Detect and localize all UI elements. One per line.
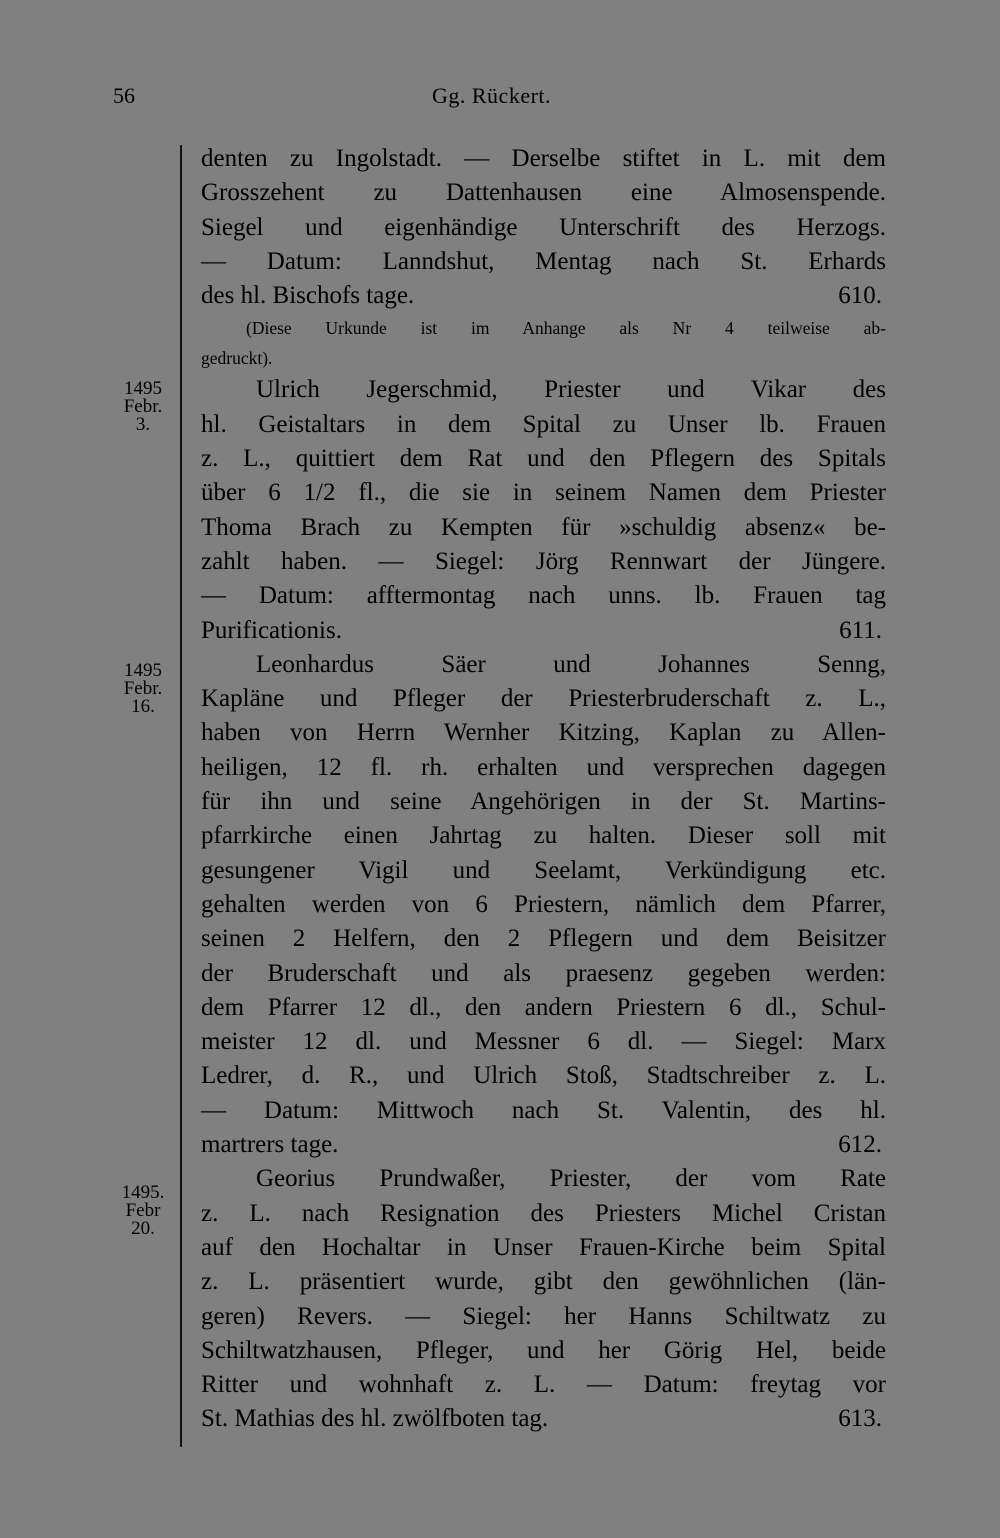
text-line: Ritter und wohnhaft z. L. — Datum: freytag vor — [201, 1371, 886, 1399]
margin-rule — [180, 145, 182, 1447]
entry-closing-line — [201, 1402, 886, 1436]
text-line: Thoma Brach zu Kempten für »schuldig absenz« be- — [201, 513, 886, 541]
entry-last-line: des hl. Bischofs tage. — [201, 282, 415, 310]
text-line: denten zu Ingolstadt. — Derselbe stiftet in L. mit dem — [201, 145, 886, 172]
text-line: dem Pfarrer 12 dl., den andern Priestern 6 dl., Schul- — [201, 993, 886, 1021]
text-line: Grosszehent zu Dattenhausen eine Almosenspende. — [201, 179, 886, 207]
margin-date-month: Febr. — [123, 396, 163, 417]
text-line: Schiltwatzhausen, Pfleger, und her Görig Hel, beide — [201, 1336, 886, 1364]
text-line: Leonhardus Säer und Johannes Senng, — [256, 650, 886, 678]
text-line: Ledrer, d. R., und Ulrich Stoß, Stadtschreiber z. L. — [201, 1062, 886, 1090]
text-line: hl. Geistaltars in dem Spital zu Unser lb. Frauen — [201, 410, 886, 438]
text-line: meister 12 dl. und Messner 6 dl. — Siegel: Marx — [201, 1028, 886, 1056]
entry-last-line: Purificationis. — [201, 616, 342, 644]
text-line: gesungener Vigil und Seelamt, Verkündigung etc. — [201, 856, 886, 884]
text-line: — Datum: Lanndshut, Mentag nach St. Erhards — [201, 247, 886, 275]
margin-date-year: 1495. — [121, 1182, 165, 1203]
text-line: pfarrkirche einen Jahrtag zu halten. Dieser soll mit — [201, 822, 886, 850]
entry-612 — [201, 648, 886, 1162]
page-header — [0, 83, 1000, 113]
text-line: z. L., quittiert dem Rat und den Pflegern des Spitals — [201, 445, 886, 473]
text-line: Siegel und eigenhändige Unterschrift des Herzogs. — [201, 213, 886, 241]
text-line: — Datum: afftermontag nach unns. lb. Frauen tag — [201, 582, 886, 610]
entry-closing-line — [201, 614, 886, 648]
text-line: der Bruderschaft und als praesenz gegeben werden: — [201, 959, 886, 987]
text-line: heiligen, 12 fl. rh. erhalten und versprechen dagegen — [201, 753, 886, 781]
entry-number: 611. — [839, 616, 882, 644]
entry-last-line: martrers tage. — [201, 1131, 339, 1159]
margin-date-day: 16. — [131, 696, 155, 717]
margin-date-day: 20. — [131, 1218, 155, 1239]
entry-closing-line — [201, 1128, 886, 1162]
text-line: gehalten werden von 6 Priestern, nämlich dem Pfarrer, — [201, 890, 886, 918]
text-line: für ihn und seine Angehörigen in der St. Martins- — [201, 788, 886, 816]
text-line: über 6 1/2 fl., die sie in seinem Namen dem Priester — [201, 479, 886, 507]
running-title: Gg. Rückert. — [432, 83, 552, 108]
text-line: zahlt haben. — Siegel: Jörg Rennwart der Jüngere. — [201, 547, 886, 575]
entry-last-line: St. Mathias des hl. zwölfboten tag. — [201, 1405, 549, 1433]
text-line: haben von Herrn Wernher Kitzing, Kaplan zu Allen- — [201, 719, 886, 747]
text-line: z. L. nach Resignation des Priesters Michel Cristan — [201, 1199, 886, 1227]
margin-date-month: Febr. — [123, 678, 163, 699]
entry-611 — [201, 373, 886, 647]
margin-date-year: 1495 — [124, 660, 162, 681]
margin-date-2 — [110, 662, 176, 716]
text-line: — Datum: Mittwoch nach St. Valentin, des hl. — [201, 1096, 886, 1124]
footnote-line: gedruckt). — [201, 348, 273, 369]
main-text — [201, 142, 886, 1437]
entry-number: 610. — [838, 282, 882, 310]
margin-date-1 — [110, 380, 176, 434]
footnote-line: (Diese Urkunde ist im Anhange als Nr 4 teilweise ab- — [246, 318, 886, 339]
text-line: seinen 2 Helfern, den 2 Pflegern und dem Beisitzer — [201, 925, 886, 953]
margin-date-year: 1495 — [124, 378, 162, 399]
entry-closing-line — [201, 279, 886, 313]
margin-date-month: Febr — [125, 1200, 161, 1221]
entry-613 — [201, 1162, 886, 1436]
margin-date-day: 3. — [135, 414, 151, 435]
text-line: Ulrich Jegerschmid, Priester und Vikar des — [256, 376, 886, 404]
text-line: z. L. präsentiert wurde, gibt den gewöhnlichen (län- — [201, 1268, 886, 1296]
entry-610 — [201, 142, 886, 373]
entry-number: 612. — [838, 1131, 882, 1159]
text-line: auf den Hochaltar in Unser Frauen-Kirche beim Spital — [201, 1233, 886, 1261]
page-number: 56 — [113, 83, 135, 108]
text-line: Georius Prundwaßer, Priester, der vom Rate — [256, 1165, 886, 1193]
text-line: geren) Revers. — Siegel: her Hanns Schiltwatz zu — [201, 1302, 886, 1330]
margin-date-3 — [110, 1184, 176, 1238]
entry-number: 613. — [838, 1405, 882, 1433]
text-line: Kapläne und Pfleger der Priesterbruderschaft z. L., — [201, 685, 886, 713]
